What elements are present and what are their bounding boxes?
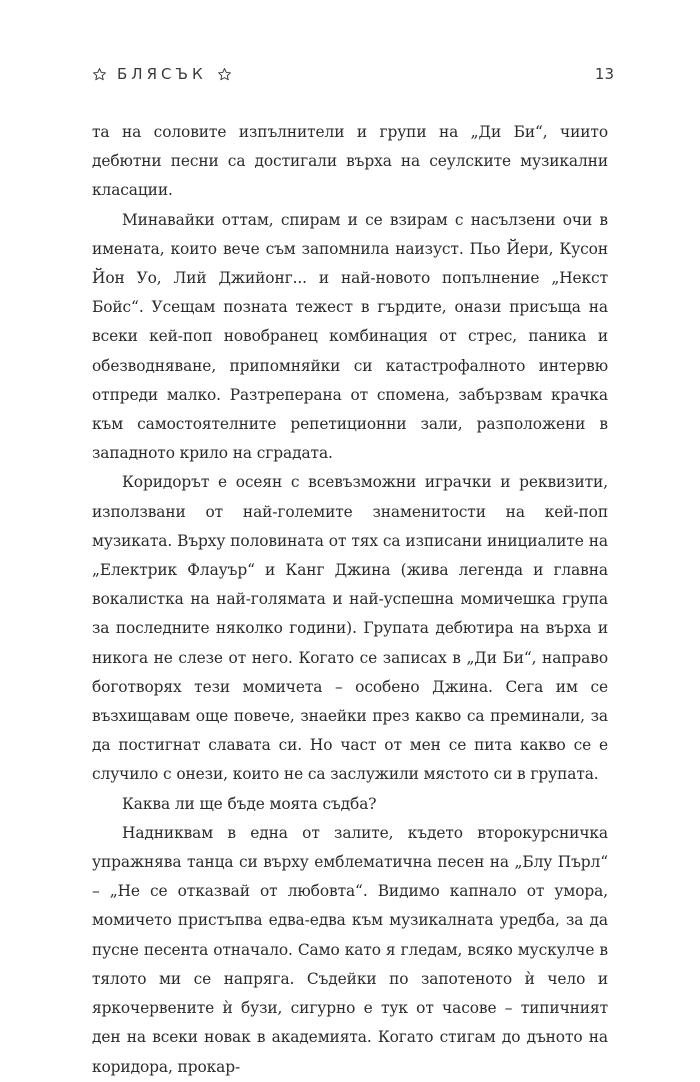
body-text — [92, 118, 608, 1082]
paragraph: Минавайки оттам, спирам и се взирам с насълзени очи в имената, които вече съм запомнила наизуст. Пьо Йери, Кусон Йон Уо, Лий Джийонг... и най-новото попълнение „Некст Бойс“. Усещам позната тежест в гърдите, онази присъща на всеки кей-поп новобранец комбинация от стрес, паника и обезводняване, припомняйки си катастрофалното интервю отпреди малко. Разтреперана от спомена, забързвам крачка към самостоятелните репетиционни зали, разположени в западното крило на сградата. — [92, 210, 608, 463]
paragraph: Каква ли ще бъде моята съдба? — [122, 794, 377, 813]
page-number: 13 — [594, 65, 614, 83]
running-header — [92, 60, 614, 88]
star-outline-icon — [92, 67, 107, 82]
paragraph-continuation: та на соловите изпълнители и групи на „Ди Би“, чиито дебютни песни са достигали върха на сеулските музикални класации. — [92, 123, 608, 200]
paragraph: Надниквам в една от залите, където второкурсничка упражнява танца си върху емблематична песен на „Блу Пърл“ – „Не се отказвай от любовта“. Видимо капнало от умора, момичето пристъпва едва-едва към музикалната уредба, за да пусне песента отначало. Само като я гледам, всяко мускулче в тялото ми се напряга. Съдейки по запотеното ѝ чело и яркочервените ѝ бузи, сигурно е тук от часове – типичният ден на всеки новак в академията. Когато стигам до дъното на коридора, прокар- — [92, 823, 608, 1076]
star-outline-icon — [217, 67, 232, 82]
paragraph: Коридорът е осеян с всевъзможни играчки и реквизити, използвани от най-големите знаменитости на кей-поп музиката. Върху половината от тях са изписани инициалите на „Електрик Флауър“ и Канг Джина (жива легенда и главна вокалистка на най-голямата и най-успешна момичешка група за последните няколко години). Групата дебютира на върха и никога не слезе от него. Когато се записах в „Ди Би“, направо боготворях тези момичета – особено Джина. Сега им се възхищавам още повече, знаейки през какво са преминали, за да постигнат славата си. Но част от мен се пита какво се е случило с онези, които не са заслужили мястото си в групата. — [92, 473, 608, 784]
header-title-group — [92, 65, 232, 83]
book-title: БЛЯСЪК — [117, 65, 207, 83]
